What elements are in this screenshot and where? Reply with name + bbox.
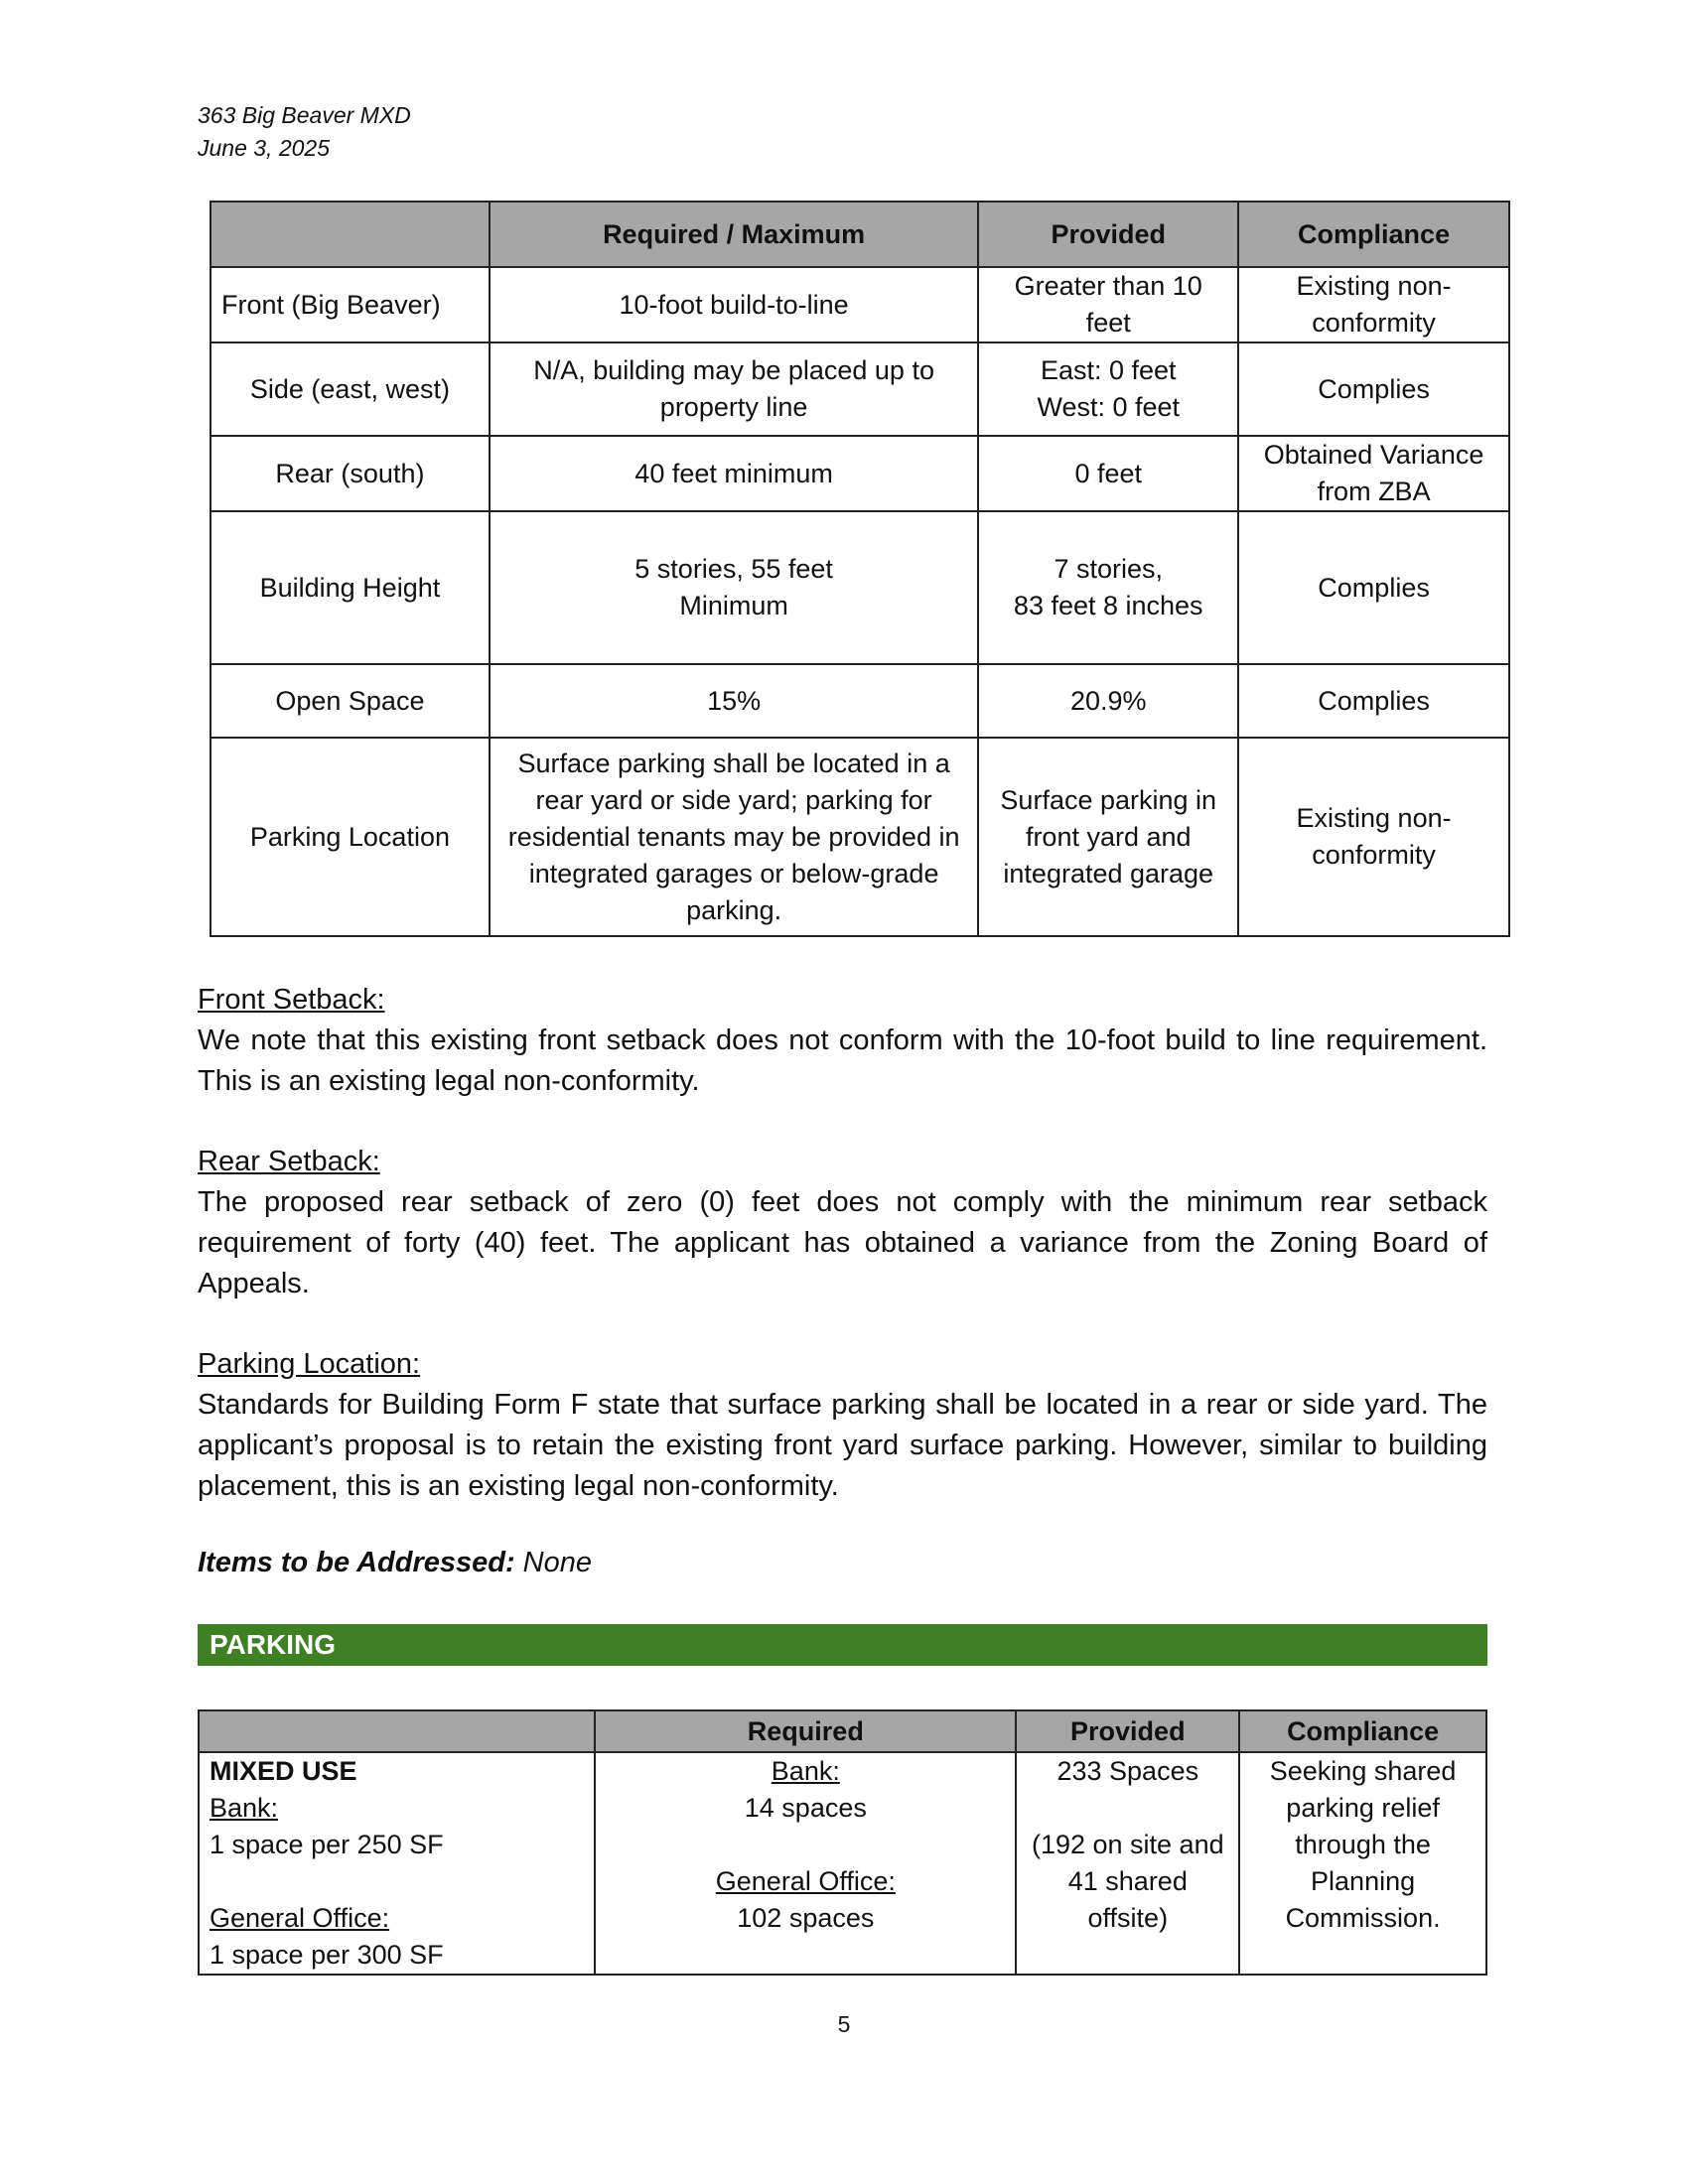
table-header-row xyxy=(199,1710,1486,1752)
parking-table xyxy=(198,1709,1487,1976)
page-header xyxy=(198,99,411,165)
table-row xyxy=(211,267,1509,342)
table-cell: Open Space xyxy=(211,664,490,738)
table-cell: Greater than 10 feet xyxy=(978,267,1238,342)
table-cell: Parking Location xyxy=(211,738,490,936)
table-header-row xyxy=(211,202,1509,267)
section-heading: Front Setback: xyxy=(198,984,385,1016)
header-cell: Compliance xyxy=(1238,202,1509,267)
table-row xyxy=(211,511,1509,664)
header-date: June 3, 2025 xyxy=(198,135,331,161)
table-cell: 40 feet minimum xyxy=(490,436,979,511)
table-cell: Side (east, west) xyxy=(211,342,490,436)
header-project: 363 Big Beaver MXD xyxy=(198,102,411,128)
table-cell: N/A, building may be placed up to property line xyxy=(490,342,979,436)
required-bank-label: Bank: xyxy=(771,1756,840,1786)
table-cell: 15% xyxy=(490,664,979,738)
table-cell: 5 stories, 55 feet Minimum xyxy=(490,511,979,664)
table-cell: 20.9% xyxy=(978,664,1238,738)
dimensional-table xyxy=(210,201,1510,937)
table-cell: Front (Big Beaver) xyxy=(211,267,490,342)
table-row xyxy=(211,664,1509,738)
header-cell xyxy=(199,1710,595,1752)
items-to-address xyxy=(198,1547,592,1579)
table-cell: Obtained Variance from ZBA xyxy=(1238,436,1509,511)
bank-label: Bank: xyxy=(210,1793,279,1823)
provided-detail: (192 on site and 41 shared offsite) xyxy=(1031,1830,1224,1933)
header-cell xyxy=(211,202,490,267)
items-label: Items to be Addressed: xyxy=(198,1547,515,1578)
mixed-use-label: MIXED USE xyxy=(210,1756,357,1786)
table-cell: Existing non-conformity xyxy=(1238,267,1509,342)
required-office-value: 102 spaces xyxy=(737,1903,875,1933)
header-cell: Compliance xyxy=(1239,1710,1486,1752)
compliance-cell: Seeking shared parking relief through the Planning Commission. xyxy=(1239,1752,1486,1975)
table-row xyxy=(211,342,1509,436)
table-cell: Existing non-conformity xyxy=(1238,738,1509,936)
section-text: We note that this existing front setback does not conform with the 10-foot build to line requirement. This is an existing legal non-conformity. xyxy=(198,1024,1487,1097)
table-cell: 10-foot build-to-line xyxy=(490,267,979,342)
table-row xyxy=(211,436,1509,511)
table-cell: Building Height xyxy=(211,511,490,664)
page-number: 5 xyxy=(837,2011,851,2037)
office-label: General Office: xyxy=(210,1903,390,1933)
table-row xyxy=(199,1752,1486,1975)
header-cell: Provided xyxy=(1016,1710,1239,1752)
items-value: None xyxy=(522,1547,592,1578)
provided-total: 233 Spaces xyxy=(1056,1756,1199,1786)
section-text: The proposed rear setback of zero (0) feet does not comply with the minimum rear setback requirement of forty (40) feet. The applicant has obtained a variance from the Zoning Board of Appeals. xyxy=(198,1186,1487,1299)
land-use-cell xyxy=(199,1752,595,1975)
table-row xyxy=(211,738,1509,936)
table-cell: Complies xyxy=(1238,511,1509,664)
section-heading: Rear Setback: xyxy=(198,1146,380,1177)
table-cell: 0 feet xyxy=(978,436,1238,511)
header-cell: Required xyxy=(595,1710,1016,1752)
section-heading: Parking Location: xyxy=(198,1348,421,1380)
required-cell xyxy=(595,1752,1016,1975)
header-cell: Provided xyxy=(978,202,1238,267)
table-cell: Rear (south) xyxy=(211,436,490,511)
section-text: Standards for Building Form F state that surface parking shall be located in a rear or side yard. The applicant’s proposal is to retain the existing front yard surface parking. However, similar to building placement, this is an existing legal non-conformity. xyxy=(198,1389,1487,1502)
table-cell: Surface parking in front yard and integrated garage xyxy=(978,738,1238,936)
table-cell: East: 0 feet West: 0 feet xyxy=(978,342,1238,436)
required-office-label: General Office: xyxy=(715,1866,896,1896)
rear-setback-section xyxy=(198,1142,1487,1304)
provided-cell xyxy=(1016,1752,1239,1975)
front-setback-section xyxy=(198,980,1487,1102)
office-rate: 1 space per 300 SF xyxy=(210,1940,444,1970)
table-cell: Complies xyxy=(1238,664,1509,738)
table-cell: Complies xyxy=(1238,342,1509,436)
parking-location-section xyxy=(198,1344,1487,1507)
table-cell: Surface parking shall be located in a rear yard or side yard; parking for residential tenants may be provided in integrated garages or below-grade parking. xyxy=(490,738,979,936)
header-cell: Required / Maximum xyxy=(490,202,979,267)
table-cell: 7 stories, 83 feet 8 inches xyxy=(978,511,1238,664)
parking-section-bar: PARKING xyxy=(198,1624,1487,1666)
bank-rate: 1 space per 250 SF xyxy=(210,1830,444,1859)
required-bank-value: 14 spaces xyxy=(744,1793,867,1823)
